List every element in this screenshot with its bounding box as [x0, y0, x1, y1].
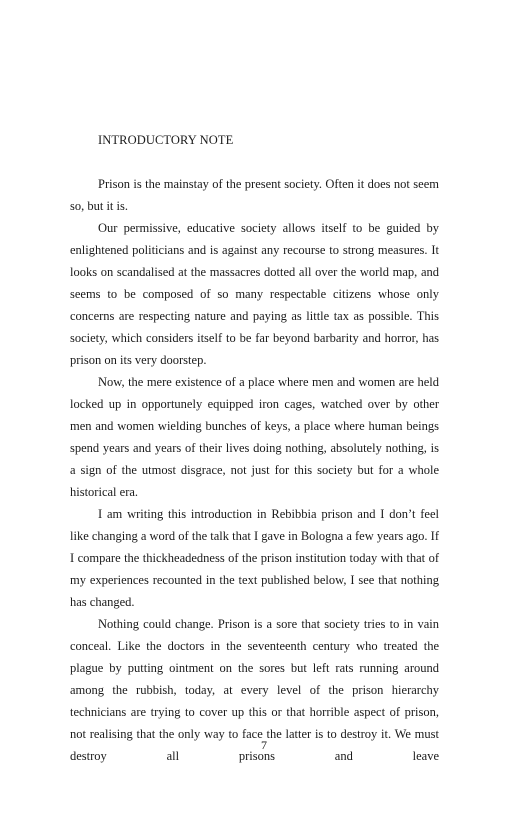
paragraph-5: Nothing could change. Prison is a sore that society tries to in vain conceal. Like the doctors in the seventeenth century who treated the plague by putting ointment on the sores but left rats running around among the rubbish, today, at every level of the prison hierarchy technicians are trying to cover up this or that horrible aspect of prison, not realising that the only way to face the latter is to destroy it. We must destroy all prisons and leave	[70, 617, 439, 763]
page-number: 7	[261, 738, 267, 752]
paragraph-1: Prison is the mainstay of the present society. Often it does not seem so, but it is.	[70, 177, 439, 213]
paragraph-4: I am writing this introduction in Rebibbia prison and I don’t feel like changing a word of the talk that I gave in Bologna a few years ago. If I compare the thickheadedness of the prison institution today with that of my experiences recounted in the text published below, I see that nothing has changed.	[70, 507, 439, 609]
paragraph-2: Our permissive, educative society allows itself to be guided by enlightened politicians and is against any recourse to strong measures. It looks on scandalised at the massacres dotted all over the world map, and seems to be composed of so many respectable citizens whose only concerns are respecting nature and paying as little tax as possible. This society, which considers itself to be far beyond barbarity and horror, has prison on its very doorstep.	[70, 221, 439, 367]
body-text	[70, 173, 439, 767]
chapter-heading: INTRODUCTORY NOTE	[98, 133, 234, 147]
paragraph-3: Now, the mere existence of a place where men and women are held locked up in opportunely equipped iron cages, watched over by other men and women wielding bunches of keys, a place where human beings spend years and years of their lives doing nothing, absolutely nothing, is a sign of the utmost disgrace, not just for this society but for a whole historical era.	[70, 375, 439, 499]
